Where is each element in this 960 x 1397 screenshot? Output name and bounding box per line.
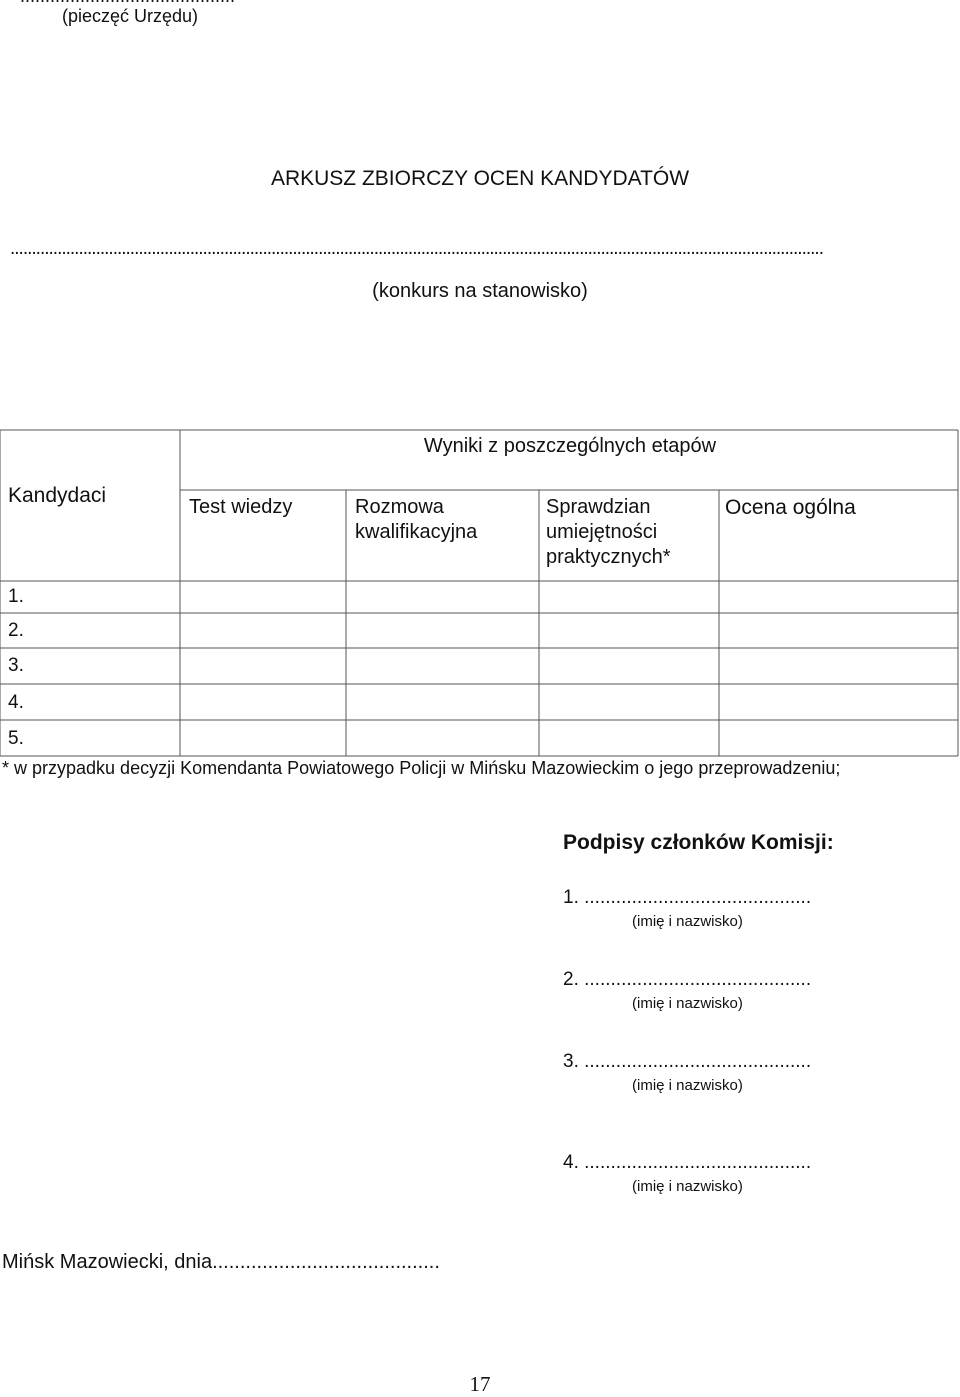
competition-subtitle: (konkurs na stanowisko): [372, 280, 588, 302]
stamp-label: (pieczęć Urzędu): [62, 6, 199, 26]
table-row-number: 2.: [8, 620, 24, 641]
signatures-heading: Podpisy członków Komisji:: [563, 831, 834, 854]
footnote: * w przypadku decyzji Komendanta Powiatowego Policji w Mińsku Mazowieckim o jego przeprowadzeniu;: [2, 758, 841, 778]
table-row-number: 5.: [8, 728, 24, 749]
interview-header-line: Rozmowa: [355, 496, 444, 518]
candidates-header: Kandydaci: [8, 484, 107, 507]
position-dotted-line: ..............................................................................................................................................................................................: [10, 238, 823, 259]
practical-header: [546, 495, 671, 570]
test-header: Test wiedzy: [189, 496, 293, 518]
interview-header: [355, 495, 477, 545]
table-row-number: 3.: [8, 655, 24, 676]
table-row-number: 4.: [8, 692, 24, 713]
signature-caption: (imię i nazwisko): [632, 1077, 743, 1094]
practical-header-line: praktycznych*: [546, 546, 671, 568]
results-group-header: Wyniki z poszczególnych etapów: [423, 435, 717, 457]
practical-header-line: umiejętności: [546, 521, 658, 543]
table-row-number: 1.: [8, 586, 24, 607]
place-date-line: Mińsk Mazowiecki, dnia.........................................: [2, 1251, 440, 1273]
signature-caption: (imię i nazwisko): [632, 1178, 743, 1195]
signature-caption: (imię i nazwisko): [632, 995, 743, 1012]
signature-line: 2. ...........................................: [563, 969, 812, 990]
signature-line: 1. ...........................................: [563, 887, 812, 908]
interview-header-line: kwalifikacyjna: [355, 521, 478, 543]
document-title: ARKUSZ ZBIORCZY OCEN KANDYDATÓW: [270, 167, 690, 190]
signature-caption: (imię i nazwisko): [632, 913, 743, 930]
signature-line: 4. ...........................................: [563, 1152, 812, 1173]
practical-header-line: Sprawdzian: [546, 496, 651, 518]
overall-header: Ocena ogólna: [725, 496, 856, 519]
page-number: 17: [469, 1372, 491, 1396]
signature-line: 3. ...........................................: [563, 1051, 812, 1072]
